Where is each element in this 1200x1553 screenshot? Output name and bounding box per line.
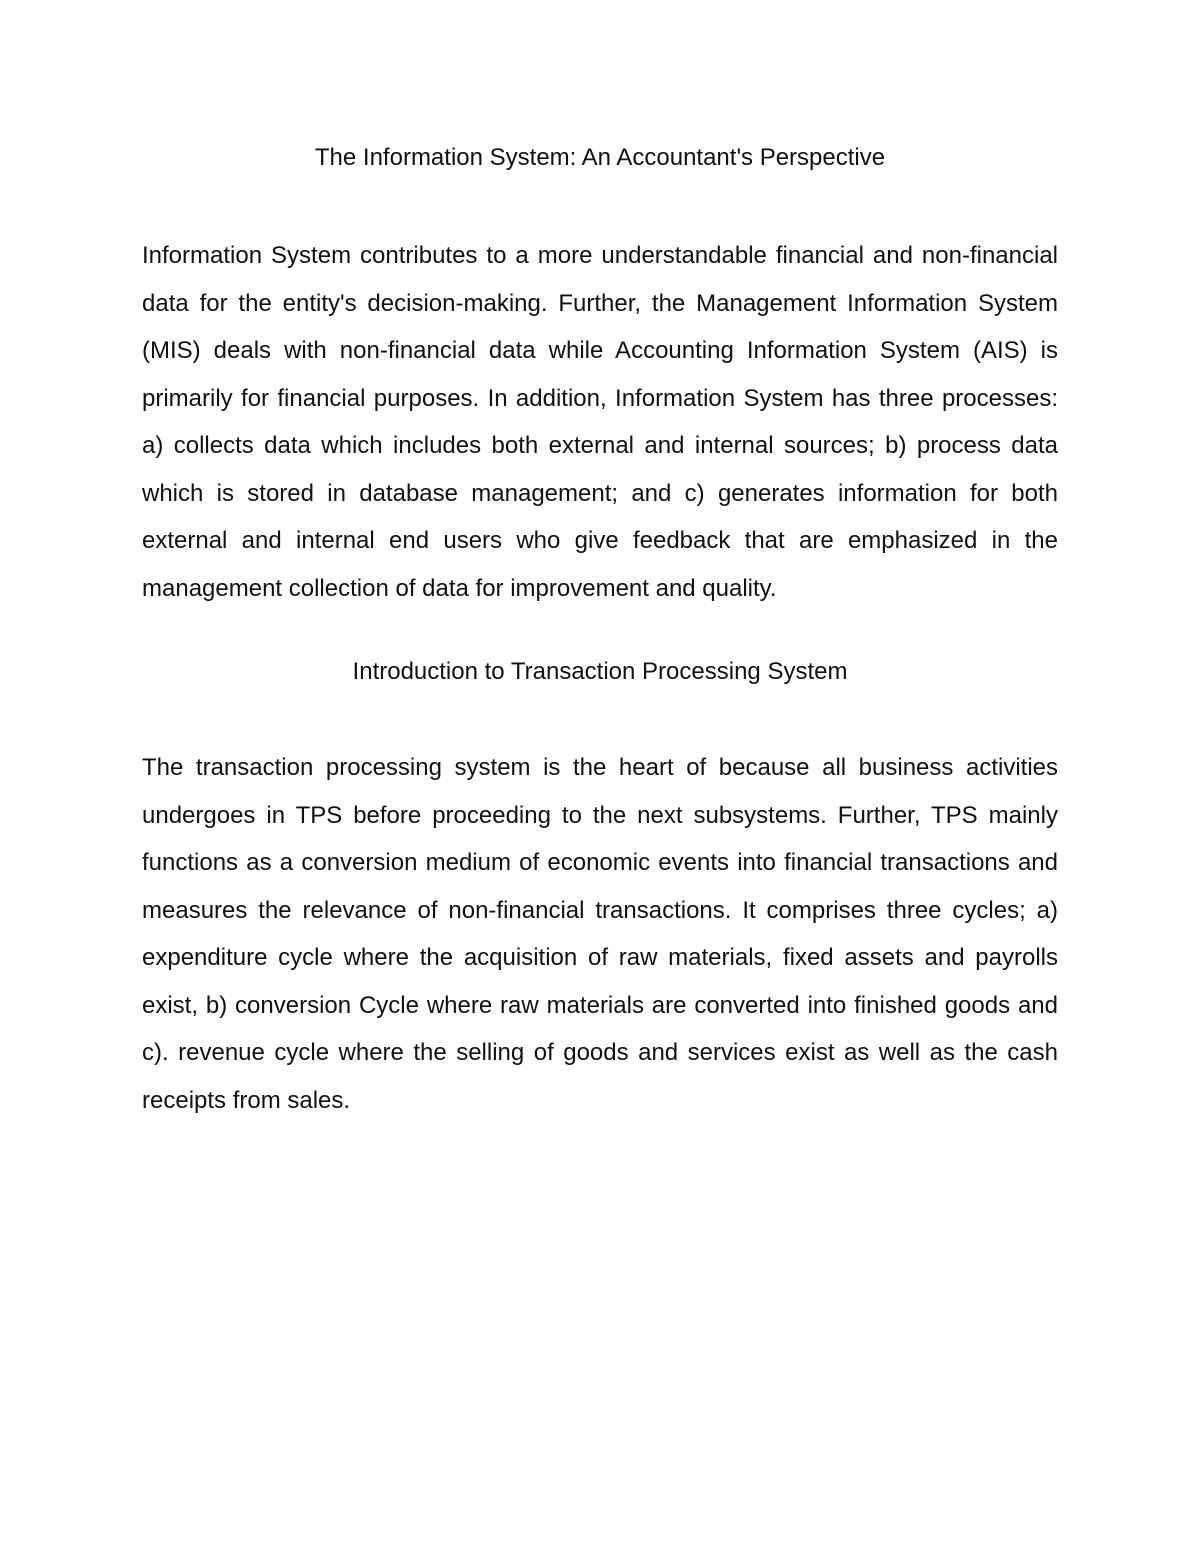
document-body [142, 138, 1058, 1124]
paragraph-information-system: Information System contributes to a more understandable financial and non-financial data for the entity's decision-making. Further, the Management Information System (MIS) deals with non-financial data while Accounting Information System (AIS) is primarily for financial purposes. In addition, Information System has three processes: a) collects data which includes both external and internal sources; b) process data which is stored in database management; and c) generates information for both external and internal end users who give feedback that are emphasized in the management collection of data for improvement and quality. [142, 242, 1058, 602]
paragraph-transaction-processing: The transaction processing system is the heart of because all business activities undergoes in TPS before proceeding to the next subsystems. Further, TPS mainly functions as a conversion medium of economic events into financial transactions and measures the relevance of non-financial transactions. It comprises three cycles; a) expenditure cycle where the acquisition of raw materials, fixed assets and payrolls exist, b) conversion Cycle where raw materials are converted into finished goods and c). revenue cycle where the selling of goods and services exist as well as the cash receipts from sales. [142, 754, 1058, 1114]
document-title: The Information System: An Accountant's Perspective [314, 144, 886, 171]
section-heading-tps: Introduction to Transaction Processing System [352, 658, 848, 685]
